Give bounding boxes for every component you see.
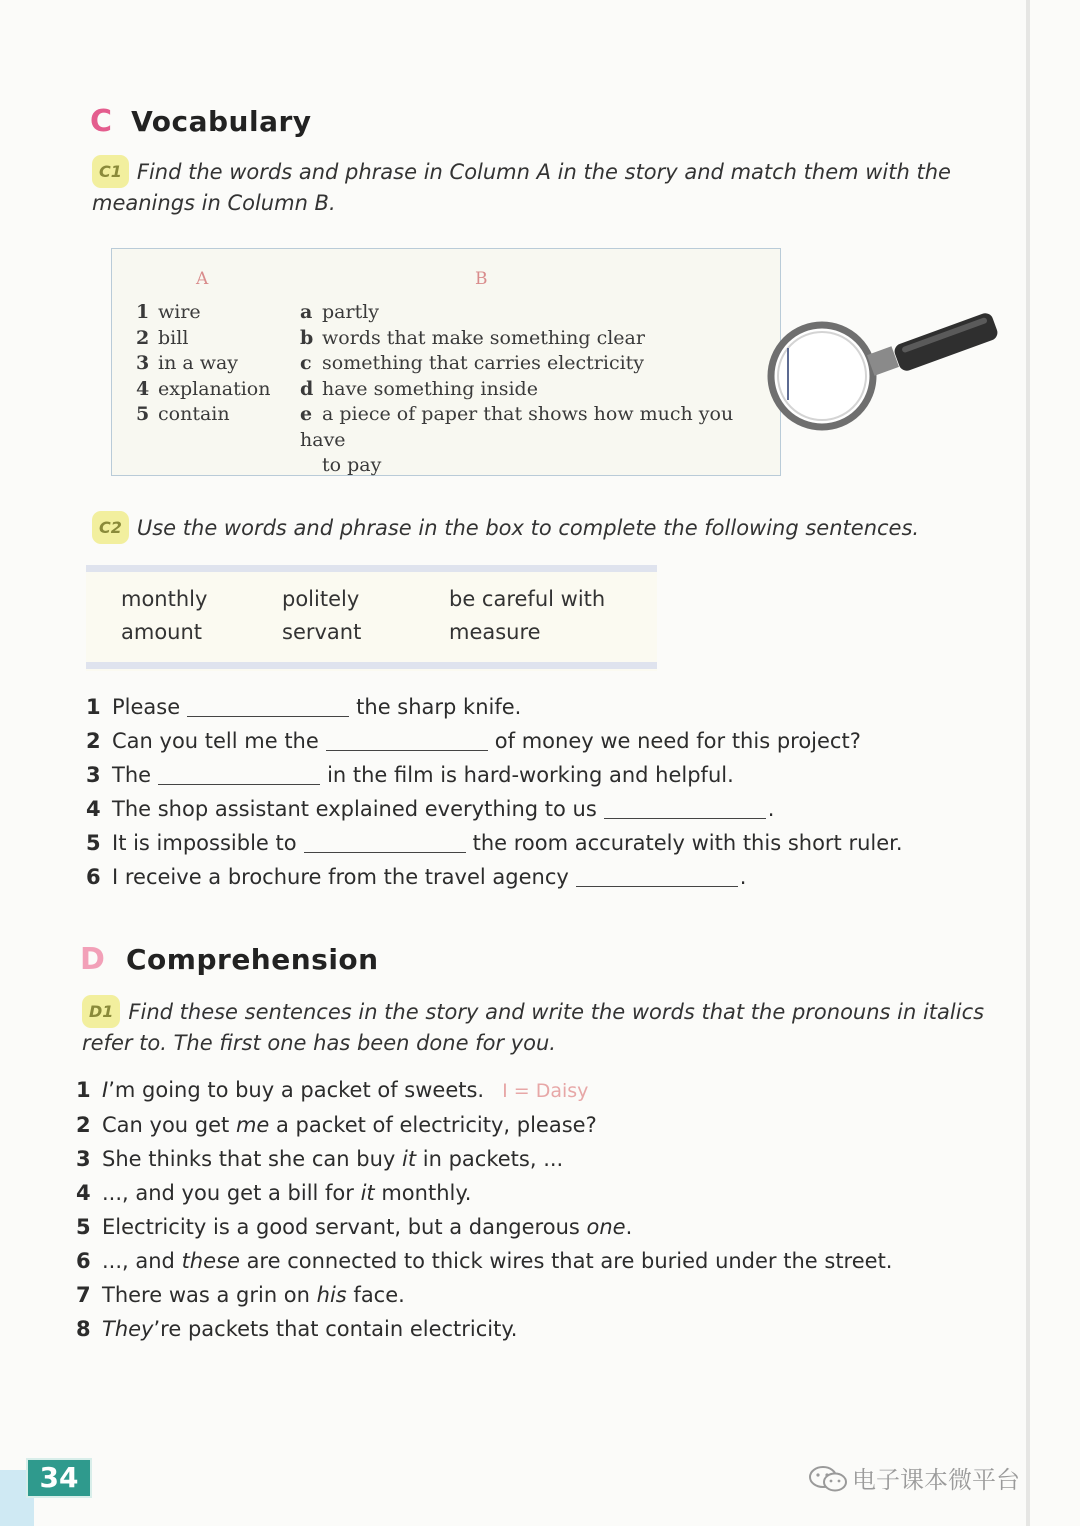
- section-title: Comprehension: [126, 943, 379, 976]
- column-b-list: [300, 300, 780, 479]
- column-b-header: B: [475, 269, 488, 289]
- page-spine: [1026, 0, 1030, 1526]
- list-item: 1 Please the sharp knife.: [86, 695, 522, 719]
- word-option: measure: [449, 620, 541, 644]
- word-option: be careful with: [449, 587, 606, 611]
- list-item: 2 Can you tell me the of money we need for this project?: [86, 729, 861, 753]
- word-option: politely: [282, 587, 360, 611]
- list-item: a partly: [300, 301, 380, 323]
- pronoun: one: [586, 1215, 626, 1239]
- pronoun: it: [360, 1181, 375, 1205]
- pronoun: me: [235, 1113, 270, 1137]
- list-item: 6 ..., and these are connected to thick wires that are buried under the street.: [76, 1249, 893, 1273]
- c1-instruction: C1 Find the words and phrase in Column A in the story and match them with the meanings in Column B.: [92, 155, 992, 219]
- word-option: servant: [282, 620, 362, 644]
- word-option: amount: [121, 620, 203, 644]
- list-item: 5 It is impossible to the room accurately with this short ruler.: [86, 831, 903, 855]
- magnifying-glass-icon: [762, 308, 1008, 440]
- section-letter: C: [90, 104, 113, 139]
- pronoun: it: [402, 1147, 417, 1171]
- page-number: 34: [26, 1458, 92, 1498]
- example-answer: I = Daisy: [502, 1080, 589, 1102]
- section-d-heading: [80, 942, 379, 977]
- section-title: Vocabulary: [131, 105, 312, 138]
- c2-sentence-list: [86, 690, 903, 894]
- c2-instruction: C2 Use the words and phrase in the box to complete the following sentences.: [92, 511, 992, 544]
- pronoun: his: [316, 1283, 347, 1307]
- section-letter: D: [80, 942, 105, 977]
- column-a-header: A: [196, 269, 209, 289]
- list-item: e a piece of paper that shows how much you have: [300, 403, 734, 451]
- matching-box: [111, 248, 781, 476]
- d1-instruction: D1 Find these sentences in the story and write the words that the pronouns in italics refer to. The first one has been done for you.: [82, 995, 992, 1059]
- list-item: 4 The shop assistant explained everything to us .: [86, 797, 775, 821]
- list-item: 1 wire: [136, 301, 201, 323]
- list-item: 6 I receive a brochure from the travel agency .: [86, 865, 747, 889]
- section-c-heading: [90, 104, 312, 139]
- list-item: 5 Electricity is a good servant, but a dangerous one.: [76, 1215, 633, 1239]
- pronoun: They: [102, 1317, 154, 1341]
- list-item: 5 contain: [136, 403, 230, 425]
- exercise-tag: D1: [82, 995, 120, 1028]
- pronoun: these: [181, 1249, 240, 1273]
- d1-sentence-list: [76, 1073, 892, 1346]
- list-item: b words that make something clear: [300, 326, 645, 349]
- column-a-list: [136, 300, 270, 428]
- list-item: 3 She thinks that she can buy it in packets, ...: [76, 1147, 564, 1171]
- list-item: 2 bill: [136, 326, 189, 349]
- list-item: c something that carries electricity: [300, 352, 645, 374]
- wechat-icon: [808, 1465, 848, 1493]
- list-item: 7 There was a grin on his face.: [76, 1283, 405, 1307]
- exercise-tag: C1: [92, 155, 129, 188]
- list-item: 8 They’re packets that contain electricity.: [76, 1317, 518, 1341]
- answer-blank[interactable]: [187, 696, 349, 717]
- exercise-tag: C2: [92, 511, 129, 544]
- list-item: 4 explanation: [136, 377, 271, 400]
- answer-blank[interactable]: [304, 832, 466, 853]
- list-item: 1 I’m going to buy a packet of sweets. I = Daisy: [76, 1078, 589, 1102]
- pronoun: I: [102, 1078, 109, 1102]
- list-item: 2 Can you get me a packet of electricity, please?: [76, 1113, 597, 1137]
- word-box: [86, 565, 657, 671]
- list-item: 3 in a way: [136, 352, 239, 374]
- watermark: 电子课本微平台: [808, 1460, 1020, 1495]
- list-item: 3 The in the film is hard-working and helpful.: [86, 763, 734, 787]
- answer-blank[interactable]: [576, 866, 738, 887]
- list-item: 4 ..., and you get a bill for it monthly.: [76, 1181, 472, 1205]
- answer-blank[interactable]: [326, 730, 488, 751]
- list-item: d have something inside: [300, 377, 538, 400]
- answer-blank[interactable]: [604, 798, 766, 819]
- list-item: to pay: [322, 454, 382, 476]
- answer-blank[interactable]: [158, 764, 320, 785]
- word-option: monthly: [121, 587, 208, 611]
